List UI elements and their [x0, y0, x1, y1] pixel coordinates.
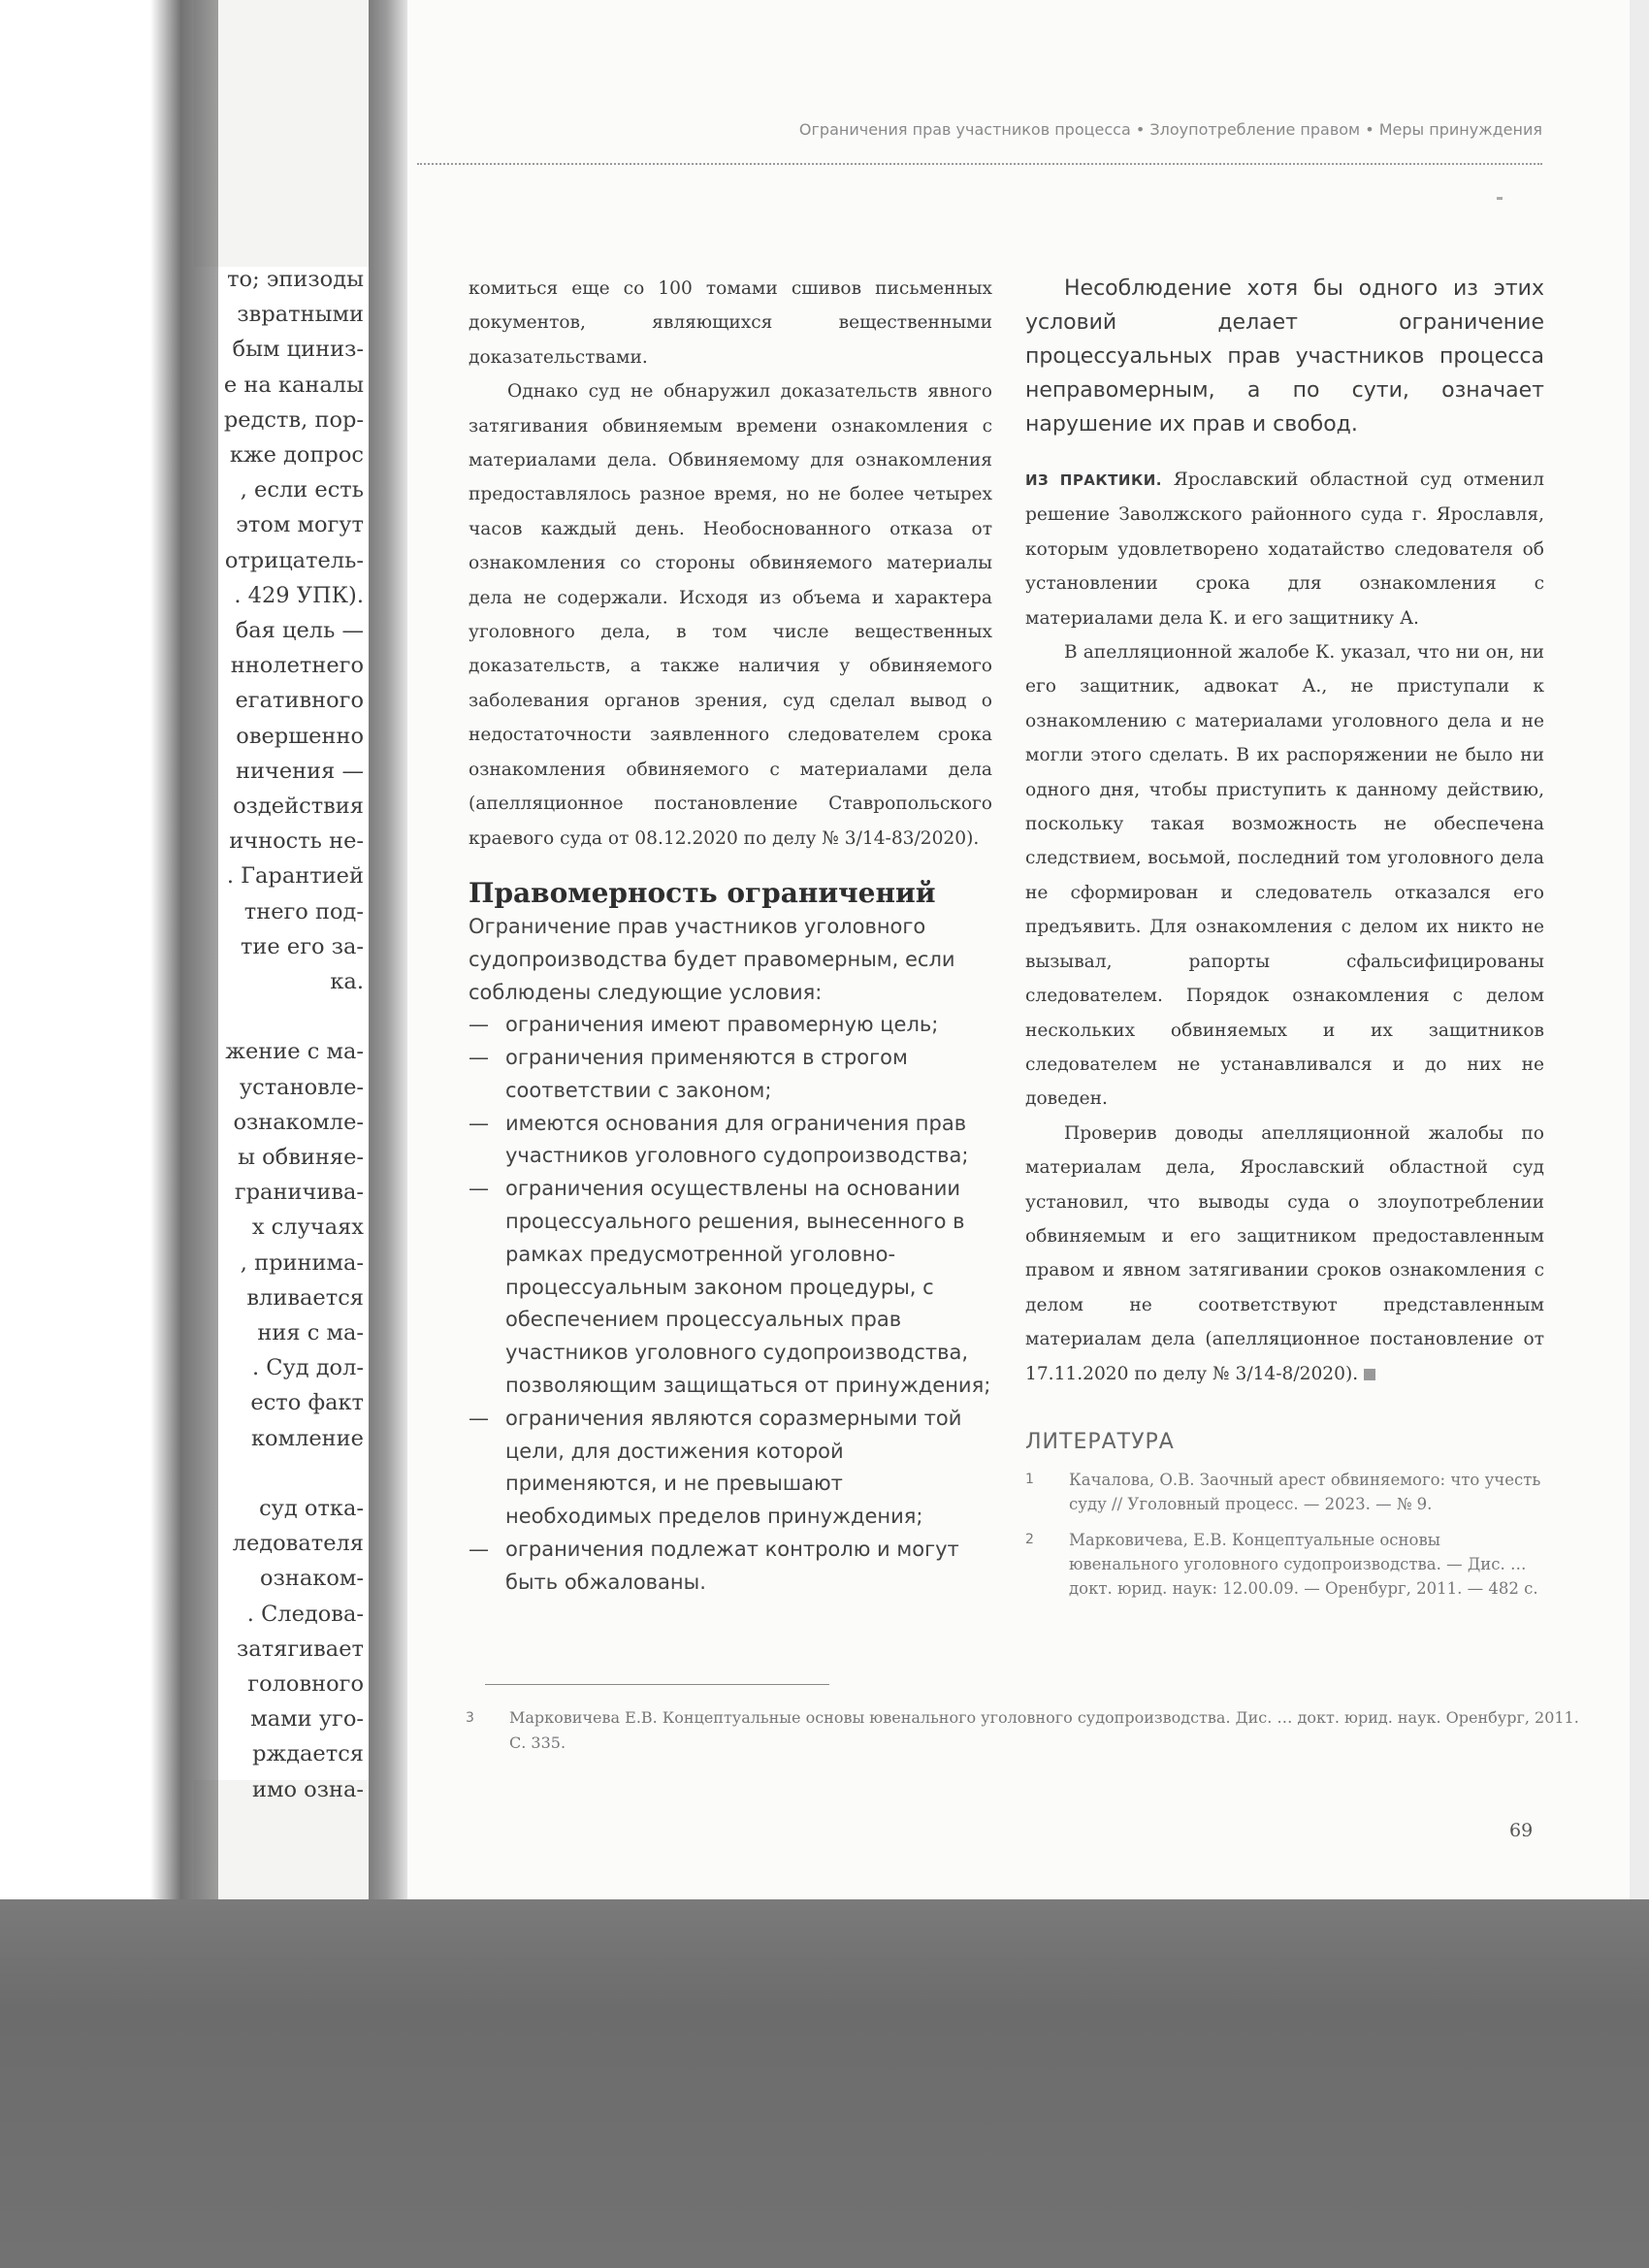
- left-page-line: вливается: [246, 1284, 364, 1311]
- left-page-line: егативного: [235, 688, 364, 714]
- left-page-line: е на каналы: [223, 372, 364, 398]
- left-page-line: бым циниз-: [232, 337, 364, 363]
- left-page-line: отрицатель-: [224, 547, 364, 573]
- left-page-line: оздействия: [233, 794, 364, 819]
- left-page-line: комление: [250, 1425, 364, 1451]
- page-number: 69: [1509, 1820, 1534, 1841]
- left-page-line: редств, пор-: [223, 406, 364, 433]
- left-page-line: . Суд дол-: [251, 1355, 364, 1381]
- left-page-line: ы обвиняе-: [238, 1145, 364, 1170]
- list-item: — ограничения имеют правомерную цель;: [469, 1009, 992, 1042]
- left-page-line: овершенно: [236, 723, 364, 749]
- left-page-line: ннолетнего: [230, 653, 364, 679]
- dash-bullet: —: [469, 1013, 489, 1037]
- left-page-line: рждается: [252, 1741, 364, 1767]
- list-item: — имеются основания для ограничения прав участников уголовного судопроизводства;: [469, 1108, 992, 1174]
- left-page-line: головного: [247, 1671, 364, 1697]
- left-page-line: звратными: [237, 302, 364, 328]
- left-page-line: кже допрос: [229, 442, 364, 468]
- left-page-line: тнего под-: [243, 898, 364, 924]
- left-page-line: ознакомле-: [233, 1109, 364, 1135]
- scan-speck: [1497, 197, 1503, 200]
- dash-bullet: —: [469, 1111, 489, 1135]
- left-page-line: , если есть: [240, 477, 364, 503]
- left-page-line: . Следова-: [246, 1601, 364, 1627]
- left-page-line: ознаком-: [260, 1566, 364, 1592]
- book-gutter: [369, 0, 412, 1901]
- scan-shadow: [150, 0, 218, 1901]
- left-page-line: граничива-: [234, 1180, 364, 1206]
- practice-appeal-paragraph: В апелляционной жалобе К. указал, что ни он, ни его защитник, адвокат А., не приступали к ознакомлению с материалами уголовного дела и не могли этого сделать. В их распоряжении не было ни одного дня, чтобы приступить к данному действию, поскольку такая возможность не обеспечена следствием, восьмой, последний том уголовного дела не сформирован и следователь отказался его предъявить. Для ознакомления с делом их никто не вызывал, рапорты сфальсифицированы следователем. Порядок ознакомления с делом нескольких обвиняемых и их защитников следователем не устанавливался и до них не доведен.: [1025, 642, 1544, 1110]
- header-rule: [417, 163, 1542, 165]
- left-page-line: суд отка-: [259, 1496, 364, 1521]
- left-page-line: ледователя: [232, 1531, 364, 1557]
- paragraph-continued: комиться еще со 100 томами сшивов письменных документов, являющихся вещественными доказательствами.: [469, 278, 992, 368]
- left-page-line: жение с ма-: [225, 1039, 364, 1065]
- end-mark-icon: [1364, 1369, 1375, 1380]
- left-page-line: тие его за-: [240, 933, 364, 959]
- practice-label: ИЗ ПРАКТИКИ.: [1025, 471, 1162, 489]
- reference-item: 1 Качалова, О.В. Заочный арест обвиняемого: что учесть суду // Уголовный процесс. — 2023. — № 9.: [1025, 1470, 1541, 1513]
- reference-item: 2 Марковичева, Е.В. Концептуальные основы ювенального уголовного судопроизводства. — Дис. … докт. юрид. наук: 12.00.09. — Оренбург, 2011. — 482 с.: [1025, 1530, 1538, 1598]
- conclusion-paragraph: Несоблюдение хотя бы одного из этих условий делает ограничение процессуальных прав участников процесса неправомерным, а по сути, означает нарушение их прав и свобод.: [1025, 276, 1544, 437]
- footnote: 3 Марковичева Е.В. Концептуальные основы ювенального уголовного судопроизводства. Дис. … докт. юрид. наук. Оренбург, 2011. С. 335.: [466, 1708, 1579, 1752]
- dash-bullet: —: [469, 1538, 489, 1562]
- list-item: — ограничения применяются в строгом соответствии с законом;: [469, 1042, 992, 1108]
- dash-bullet: —: [469, 1177, 489, 1201]
- list-item: — ограничения подлежат контролю и могут быть обжалованы.: [469, 1534, 992, 1600]
- left-page-line: . Гарантией: [226, 863, 364, 890]
- left-page-line: ния с ма-: [257, 1320, 364, 1345]
- list-item: — ограничения являются соразмерными той цели, для достижения которой применяются, и не превышают необходимых пределов принуждения;: [469, 1403, 992, 1534]
- references-title: ЛИТЕРАТУРА: [1025, 1429, 1175, 1454]
- left-page-line: этом могут: [236, 512, 364, 538]
- left-page-line: имо озна-: [251, 1776, 364, 1802]
- left-page-line: ничения —: [235, 758, 364, 784]
- left-page-line: бая цель —: [235, 618, 364, 643]
- left-page-line: установле-: [239, 1074, 364, 1100]
- practice-ruling-paragraph: Проверив доводы апелляционной жалобы по материалам дела, Ярославский областной суд установил, что выводы суда о злоупотреблении обвиняемым и его защитником предоставленным правом и явном затягивании сроков ознакомления с делом не соответствуют представленным материалам дела (апелляционное постановление от 17.11.2020 по делу № 3/14-8/2020).: [1025, 1122, 1544, 1384]
- left-page-line: то; эпизоды: [227, 267, 364, 292]
- footnote-rule: [485, 1684, 829, 1685]
- paragraph-court-finding: Однако суд не обнаружил доказательств явного затягивания обвиняемым времени ознакомления с материалами дела. Обвиняемому для ознакомления предоставлялось разное время, но не более четырех часов каждый день. Необоснованного отказа от ознакомления со стороны обвиняемого материалы дела не содержали. Исходя из объема и характера уголовного дела, в том числе вещественных доказательств, а также наличия у обвиняемого заболевания органов зрения, суд сделал вывод о недостаточности заявленного следователем срока ознакомления обвиняемого с материалами дела (апелляционное постановление Ставропольского краевого суда от 08.12.2020 по делу № 3/14-83/2020).: [469, 381, 992, 849]
- dash-bullet: —: [469, 1046, 489, 1070]
- left-page-line: есто факт: [250, 1390, 364, 1416]
- scan-edge: [1630, 0, 1649, 1901]
- left-page-line: затягивает: [237, 1636, 364, 1662]
- column-1: [469, 272, 992, 1600]
- left-page-line: мами уго-: [250, 1706, 364, 1733]
- conditions-list: [469, 1009, 992, 1599]
- dash-bullet: —: [469, 1406, 489, 1430]
- left-page-line: . 429 УПК).: [234, 582, 364, 608]
- section-title: Правомерность ограничений: [469, 876, 936, 909]
- section-lead: Ограничение прав участников уголовного судопроизводства будет правомерным, если соблюдены следующие условия:: [469, 914, 955, 1004]
- running-header: Ограничения прав участников процесса • Злоупотребление правом • Меры принуждения: [798, 120, 1542, 139]
- left-page-line: ичность не-: [229, 828, 364, 855]
- left-page-line: ка.: [330, 969, 364, 994]
- list-item: — ограничения осуществлены на основании процессуального решения, вынесенного в рамках предусмотренной уголовно-процессуальным законом процедуры, с обеспечением процессуальных прав участников уголовного судопроизводства, позволяющим защищаться от принуждения;: [469, 1173, 992, 1403]
- column-2: [1025, 272, 1544, 1612]
- practice-paragraph: ИЗ ПРАКТИКИ. Ярославский областной суд отменил решение Заволжского районного суда г. Ярославля, которым удовлетворено ходатайство следователя об установлении срока для ознакомления с материалами дела К. и его защитнику А.: [1025, 470, 1544, 629]
- left-page-line: х случаях: [251, 1215, 364, 1241]
- left-page-line: , принима-: [240, 1249, 364, 1276]
- scanner-bed: [0, 1899, 1649, 2268]
